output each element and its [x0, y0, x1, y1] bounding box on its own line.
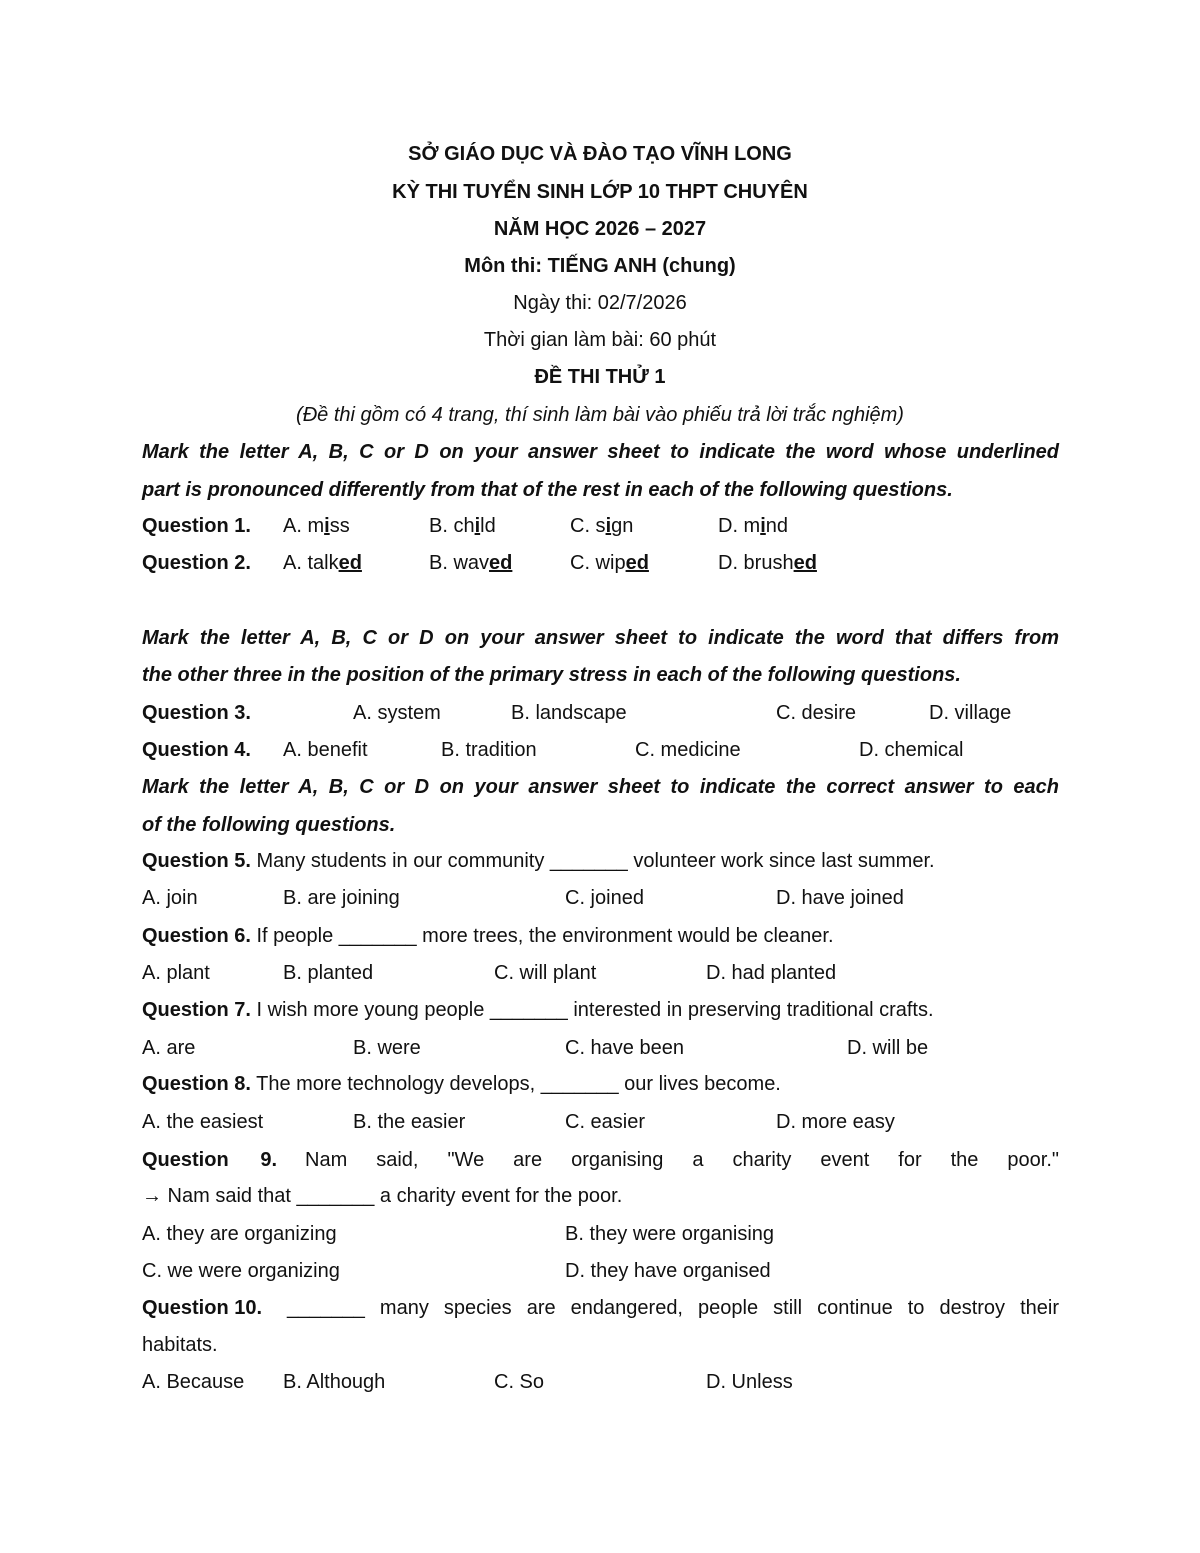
option-a[interactable]: A. talked [283, 552, 362, 574]
option-d[interactable]: D. brushed [718, 552, 817, 574]
option-a[interactable]: A. Because [142, 1371, 245, 1393]
section2-instruction-line1: Mark the letter A, B, C or D on your answer sheet to indicate the word that differs from [142, 627, 1059, 649]
section1-instruction-line1: Mark the letter A, B, C or D on your answer sheet to indicate the word whose underlined [142, 441, 1059, 463]
section2-instruction-line2: the other three in the position of the primary stress in each of the following questions. [142, 664, 961, 686]
question-label: Question 10. [142, 1297, 263, 1319]
exam-date: Ngày thi: 02/7/2026 [513, 292, 687, 314]
question-label: Question 5. [142, 850, 251, 872]
option-c[interactable]: C. So [494, 1371, 545, 1393]
option-d[interactable]: D. Unless [706, 1371, 793, 1393]
option-c[interactable]: C. medicine [635, 739, 741, 761]
question-text-line2: habitats. [142, 1334, 218, 1356]
option-b[interactable]: B. child [429, 515, 496, 537]
option-b[interactable]: B. they were organising [565, 1223, 775, 1245]
question-text: If people _______ more trees, the environment would be cleaner. [250, 925, 834, 947]
option-b[interactable]: B. the easier [353, 1111, 466, 1133]
question-stem [142, 849, 935, 873]
test-title: ĐỀ THI THỬ 1 [534, 366, 666, 388]
option-b[interactable]: B. tradition [441, 739, 537, 761]
option-a[interactable]: A. are [142, 1037, 196, 1059]
option-c[interactable]: C. we were organizing [142, 1260, 340, 1282]
question-label: Question 7. [142, 999, 251, 1021]
option-b[interactable]: B. Although [283, 1371, 386, 1393]
option-a[interactable]: A. they are organizing [142, 1223, 337, 1245]
option-a[interactable]: A. join [142, 887, 198, 909]
exam-duration: Thời gian làm bài: 60 phút [483, 329, 717, 351]
option-d[interactable]: D. had planted [706, 962, 837, 984]
option-c[interactable]: C. will plant [494, 962, 597, 984]
option-b[interactable]: B. are joining [283, 887, 400, 909]
option-c[interactable]: C. have been [565, 1037, 684, 1059]
question-label: Question 3. [142, 702, 251, 724]
question-stem [142, 1072, 781, 1096]
question-label: Question 1. [142, 515, 251, 537]
option-b[interactable]: B. landscape [511, 702, 627, 724]
option-d[interactable]: D. chemical [859, 739, 964, 761]
option-d[interactable]: D. more easy [776, 1111, 895, 1133]
question-stem [142, 924, 834, 948]
question-label: Question 4. [142, 739, 251, 761]
option-d[interactable]: D. will be [847, 1037, 929, 1059]
option-c[interactable]: C. desire [776, 702, 857, 724]
subject: Môn thi: TIẾNG ANH (chung) [464, 255, 736, 277]
option-a[interactable]: A. system [353, 702, 441, 724]
question-text-line2: → Nam said that _______ a charity event for the poor. [142, 1185, 623, 1207]
question-label: Question 2. [142, 552, 251, 574]
option-d[interactable]: D. they have organised [565, 1260, 771, 1282]
option-a[interactable]: A. benefit [283, 739, 368, 761]
exam-title: KỲ THI TUYỂN SINH LỚP 10 THPT CHUYÊN [392, 181, 808, 203]
option-c[interactable]: C. wiped [570, 552, 649, 574]
option-b[interactable]: B. planted [283, 962, 374, 984]
question-text: The more technology develops, _______ our lives become. [250, 1073, 781, 1095]
option-b[interactable]: B. were [353, 1037, 421, 1059]
question-label: Question 9. [142, 1149, 277, 1171]
section3-instruction-line1: Mark the letter A, B, C or D on your answer sheet to indicate the correct answer to each [142, 776, 1059, 798]
section3-instruction-line2: of the following questions. [142, 814, 396, 836]
question-text: _______ many species are endangered, people still continue to destroy their [287, 1297, 1059, 1319]
school-year: NĂM HỌC 2026 – 2027 [493, 218, 707, 240]
question-label: Question 8. [142, 1073, 251, 1095]
section1-instruction-line2: part is pronounced differently from that of the rest in each of the following questions. [142, 479, 953, 501]
option-a[interactable]: A. miss [283, 515, 350, 537]
option-c[interactable]: C. easier [565, 1111, 646, 1133]
option-a[interactable]: A. plant [142, 962, 210, 984]
option-a[interactable]: A. the easiest [142, 1111, 264, 1133]
question-label: Question 6. [142, 925, 251, 947]
department-title: SỞ GIÁO DỤC VÀ ĐÀO TẠO VĨNH LONG [408, 143, 792, 165]
option-d[interactable]: D. mind [718, 515, 789, 537]
question-text: I wish more young people _______ interested in preserving traditional crafts. [250, 999, 934, 1021]
question-text: Many students in our community _______ volunteer work since last summer. [250, 850, 935, 872]
question-stem [142, 998, 934, 1022]
question-text: Nam said, "We are organising a charity event for the poor." [305, 1149, 1059, 1171]
option-c[interactable]: C. sign [570, 515, 634, 537]
option-b[interactable]: B. waved [429, 552, 513, 574]
test-note: (Đề thi gồm có 4 trang, thí sinh làm bài vào phiếu trả lời trắc nghiệm) [296, 404, 904, 426]
option-d[interactable]: D. have joined [776, 887, 904, 909]
option-d[interactable]: D. village [929, 702, 1012, 724]
option-c[interactable]: C. joined [565, 887, 644, 909]
